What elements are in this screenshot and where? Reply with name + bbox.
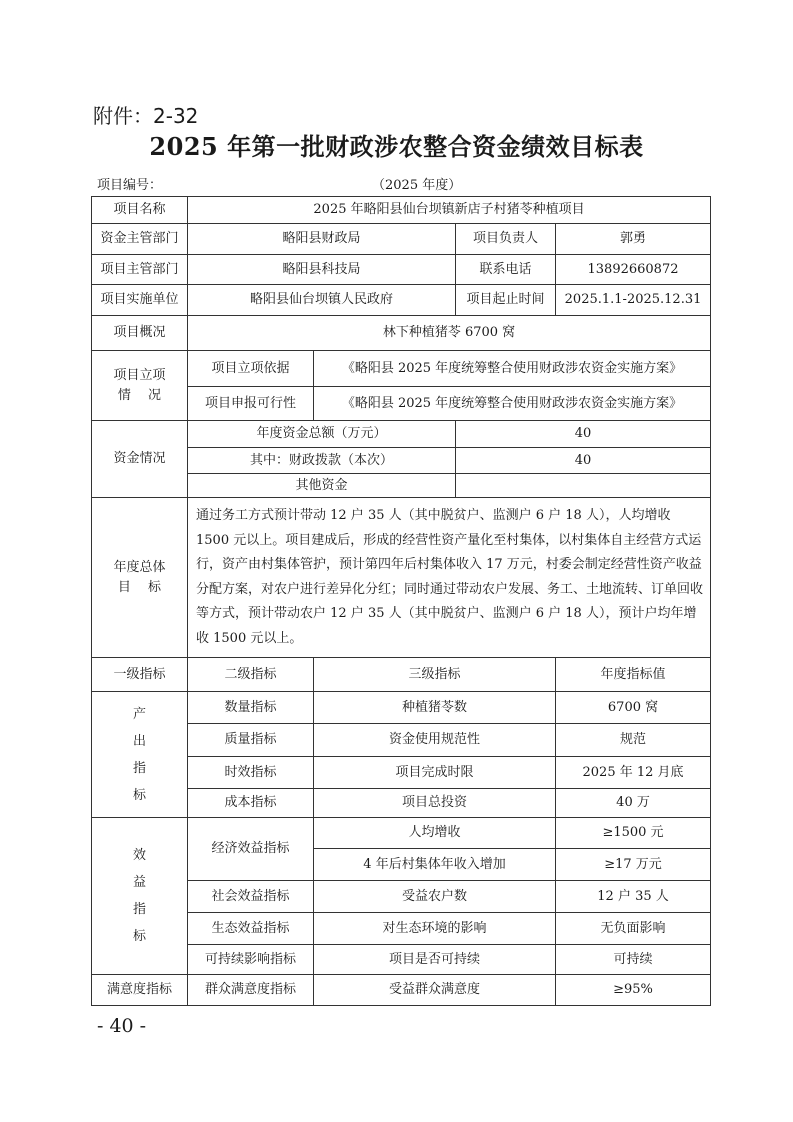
overview-label: 项目概况 <box>92 316 188 351</box>
leader-value: 郭勇 <box>556 224 711 255</box>
level3-cell: 项目总投资 <box>314 789 556 818</box>
leader-label: 项目负责人 <box>456 224 556 255</box>
funds-total-label: 年度资金总额（万元） <box>188 421 456 448</box>
level3-cell: 资金使用规范性 <box>314 724 556 757</box>
level2-cell: 质量指标 <box>188 724 314 757</box>
page-title: 2025 年第一批财政涉农整合资金绩效目标表 <box>149 132 644 161</box>
value-cell: ≥17 万元 <box>556 849 711 881</box>
satisfaction-label: 满意度指标 <box>92 975 188 1006</box>
output-label-char: 出 <box>132 733 146 749</box>
fund-dept-value: 略阳县财政局 <box>188 224 456 255</box>
level2-cell: 社会效益指标 <box>188 881 314 913</box>
funds-other-label: 其他资金 <box>188 474 456 498</box>
year-label: （2025 年度） <box>372 178 462 193</box>
period-value: 2025.1.1-2025.12.31 <box>556 285 711 316</box>
performance-target-table <box>91 196 711 1006</box>
approval-label <box>92 351 188 421</box>
funds-fiscal-label: 其中：财政拨款（本次） <box>188 448 456 474</box>
funds-other-value <box>456 474 711 498</box>
header-level2: 二级指标 <box>188 658 314 692</box>
benefit-label-char: 标 <box>132 929 146 944</box>
feasibility-value: 《略阳县 2025 年度统筹整合使用财政涉农资金实施方案》 <box>314 387 711 421</box>
impl-label: 项目实施单位 <box>92 285 188 316</box>
output-label-char: 标 <box>132 787 146 803</box>
level2-cell: 成本指标 <box>188 789 314 818</box>
level2-cell: 时效指标 <box>188 757 314 789</box>
overview-value: 林下种植猪苓 6700 窝 <box>188 316 711 351</box>
level3-cell: 受益农户数 <box>314 881 556 913</box>
table-row <box>92 285 711 316</box>
value-cell: 无负面影响 <box>556 913 711 945</box>
benefit-label-char: 益 <box>132 875 146 890</box>
project-number-label: 项目编号： <box>97 178 163 193</box>
table-row <box>92 498 711 658</box>
impl-value: 略阳县仙台坝镇人民政府 <box>188 285 456 316</box>
level3-cell: 受益群众满意度 <box>314 975 556 1006</box>
approval-label-line1: 项目立项 <box>113 367 166 383</box>
period-label: 项目起止时间 <box>456 285 556 316</box>
table-row <box>92 224 711 255</box>
level2-cell: 可持续影响指标 <box>188 945 314 975</box>
attachment-label: 附件：2-32 <box>93 104 199 128</box>
table-row <box>92 692 711 724</box>
value-cell: 2025 年 12 月底 <box>556 757 711 789</box>
name-value: 2025 年略阳县仙台坝镇新店子村猪苓种植项目 <box>188 197 711 224</box>
phone-label: 联系电话 <box>456 255 556 285</box>
table-row <box>92 197 711 224</box>
table-row <box>92 975 711 1006</box>
level3-cell: 项目完成时限 <box>314 757 556 789</box>
level2-cell: 数量指标 <box>188 692 314 724</box>
goal-text: 通过务工方式预计带动 12 户 35 人（其中脱贫户、监测户 6 户 18 人），人均增收 1500 元以上。项目建成后，形成的经营性资产量化至村集体，以村集体自主经营方式运行，资产由村集体管护，预计第四年后村集体收入 17 万元，村委会制定经营性资产收益分配方案，对农户进行差异化分红；同时通过带动农户发展、务工、土地流转、订单回收等方式，预计带动农户 12 户 35 人（其中脱贫户、监测户 6 户 18 人），预计户均年增收 1500 元以上。 <box>188 498 711 658</box>
value-cell: 规范 <box>556 724 711 757</box>
indicator-header-row <box>92 658 711 692</box>
output-indicator-label <box>92 692 188 818</box>
value-cell: 可持续 <box>556 945 711 975</box>
table-row <box>92 421 711 448</box>
header-level1: 一级指标 <box>92 658 188 692</box>
benefit-label-char: 指 <box>132 902 146 917</box>
phone-value: 13892660872 <box>556 255 711 285</box>
level2-cell: 群众满意度指标 <box>188 975 314 1006</box>
level3-cell: 项目是否可持续 <box>314 945 556 975</box>
value-cell: 12 户 35 人 <box>556 881 711 913</box>
benefit-indicator-label <box>92 818 188 975</box>
basis-label: 项目立项依据 <box>188 351 314 387</box>
table-row <box>92 351 711 387</box>
value-cell: 40 万 <box>556 789 711 818</box>
level2-cell: 生态效益指标 <box>188 913 314 945</box>
header-level3: 三级指标 <box>314 658 556 692</box>
proj-dept-value: 略阳县科技局 <box>188 255 456 285</box>
feasibility-label: 项目申报可行性 <box>188 387 314 421</box>
approval-label-line2: 情 况 <box>117 387 162 403</box>
output-label-char: 产 <box>132 706 146 722</box>
value-cell: ≥1500 元 <box>556 818 711 849</box>
funds-fiscal-value: 40 <box>456 448 711 474</box>
level3-cell: 对生态环境的影响 <box>314 913 556 945</box>
benefit-label-char: 效 <box>132 848 146 863</box>
goal-label-line2: 目 标 <box>117 579 162 595</box>
value-cell: ≥95% <box>556 975 711 1006</box>
funds-total-value: 40 <box>456 421 711 448</box>
table-row <box>92 316 711 351</box>
goal-label-line1: 年度总体 <box>113 559 166 575</box>
level3-cell: 人均增收 <box>314 818 556 849</box>
table-row <box>92 255 711 285</box>
name-label: 项目名称 <box>92 197 188 224</box>
output-label-char: 指 <box>132 760 146 776</box>
fund-dept-label: 资金主管部门 <box>92 224 188 255</box>
funds-label: 资金情况 <box>92 421 188 498</box>
header-value: 年度指标值 <box>556 658 711 692</box>
level3-cell: 种植猪苓数 <box>314 692 556 724</box>
page-number: - 40 - <box>97 1015 147 1037</box>
goal-label <box>92 498 188 658</box>
basis-value: 《略阳县 2025 年度统筹整合使用财政涉农资金实施方案》 <box>314 351 711 387</box>
proj-dept-label: 项目主管部门 <box>92 255 188 285</box>
level3-cell: 4 年后村集体年收入增加 <box>314 849 556 881</box>
table-row <box>92 818 711 849</box>
value-cell: 6700 窝 <box>556 692 711 724</box>
economic-label: 经济效益指标 <box>188 818 314 881</box>
